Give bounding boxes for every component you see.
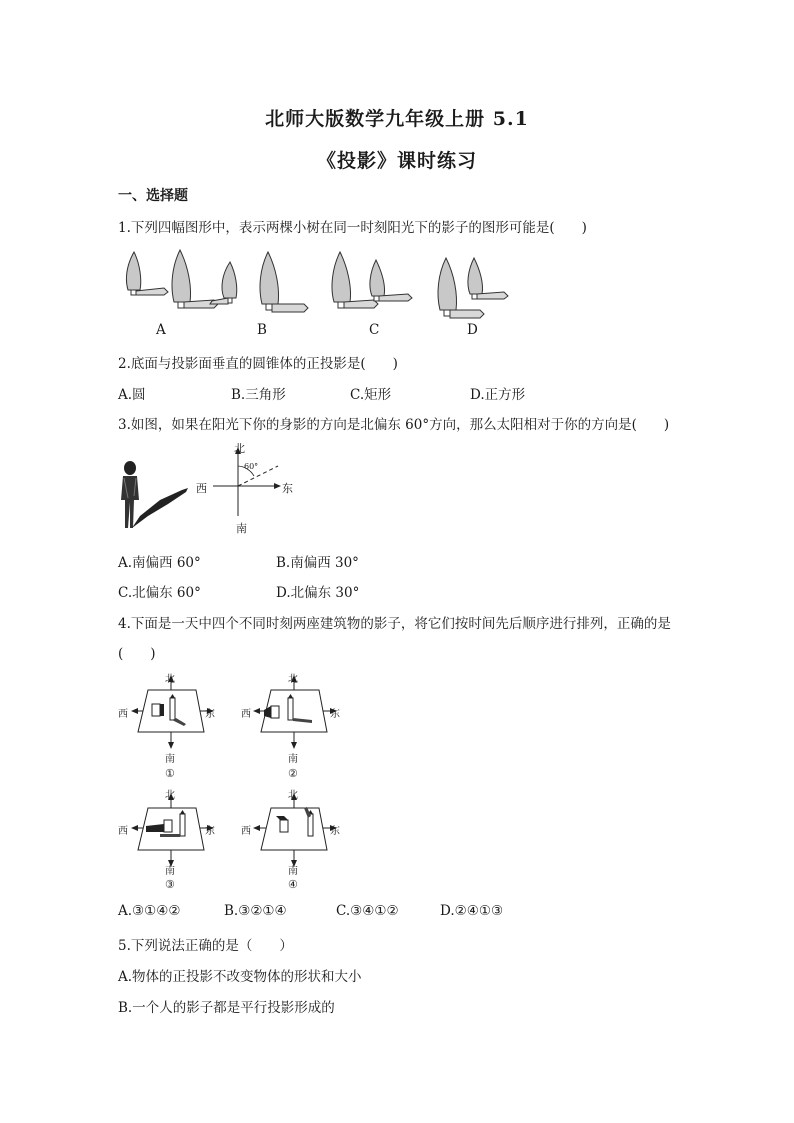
p3-west: 西 <box>118 826 128 837</box>
p3-south: 南 <box>165 866 175 877</box>
p2-north: 北 <box>288 674 298 685</box>
person-shadow <box>132 488 188 528</box>
panel-3 <box>131 793 214 867</box>
q3-compass-south: 南 <box>236 522 247 535</box>
panel-label-3: ③ <box>165 878 175 891</box>
question-2-text: 2.底面与投影面垂直的圆锥体的正投影是( ) <box>118 356 398 372</box>
p4-west: 西 <box>241 826 251 837</box>
p4-south: 南 <box>288 866 298 877</box>
figure-d <box>438 258 508 318</box>
compass-diagram <box>213 447 281 516</box>
q2-option-b: B.三角形 <box>231 387 286 403</box>
q3-compass-east: 东 <box>282 482 293 495</box>
p3-north: 北 <box>165 790 175 801</box>
q3-angle-label: 60° <box>244 462 259 471</box>
q4-option-d: D.②④①③ <box>440 903 504 919</box>
p2-west: 西 <box>241 709 251 720</box>
page-subtitle: 《投影》课时练习 <box>316 150 477 172</box>
figure-c <box>332 252 412 308</box>
q2-option-d: D.正方形 <box>470 387 526 403</box>
q3-compass-north: 北 <box>234 442 245 455</box>
p4-east: 东 <box>330 826 340 837</box>
q2-option-a: A.圆 <box>118 387 146 403</box>
p1-north: 北 <box>165 674 175 685</box>
q3-option-d: D.北偏东 30° <box>276 585 360 601</box>
figure-label-b: B <box>257 322 267 338</box>
figure-label-d: D <box>467 322 478 338</box>
panel-label-4: ④ <box>288 878 298 891</box>
panel-label-2: ② <box>288 767 298 780</box>
q3-option-b: B.南偏西 30° <box>276 555 359 571</box>
p1-east: 东 <box>205 709 215 720</box>
q4-option-a: A.③①④② <box>118 903 181 919</box>
p1-south: 南 <box>165 754 175 765</box>
question-3-text: 3.如图，如果在阳光下你的身影的方向是北偏东 60°方向，那么太阳相对于你的方向是( ) <box>118 417 670 433</box>
p2-east: 东 <box>330 709 340 720</box>
p2-south: 南 <box>288 754 298 765</box>
question-1-text: 1.下列四幅图形中，表示两棵小树在同一时刻阳光下的影子的图形可能是( ) <box>118 220 587 236</box>
p1-west: 西 <box>118 709 128 720</box>
q4-option-c: C.③④①② <box>336 903 399 919</box>
q3-option-a: A.南偏西 60° <box>118 555 201 571</box>
question-3-figure <box>118 438 298 533</box>
question-4-text-cont: ( ) <box>118 646 156 662</box>
q2-option-c: C.矩形 <box>350 387 392 403</box>
question-4-text: 4.下面是一天中四个不同时刻两座建筑物的影子，将它们按时间先后顺序进行排列，正确的是 <box>118 616 671 632</box>
question-5-text: 5.下列说法正确的是（ ） <box>118 938 293 954</box>
p4-north: 北 <box>288 790 298 801</box>
page-title: 北师大版数学九年级上册 5.1 <box>265 108 529 130</box>
question-1-figure <box>118 244 518 344</box>
q3-option-c: C.北偏东 60° <box>118 585 201 601</box>
question-4-figure <box>116 668 356 898</box>
figure-b <box>210 252 308 312</box>
panel-1 <box>131 675 214 749</box>
q3-compass-west: 西 <box>196 482 207 495</box>
q5-option-b: B.一个人的影子都是平行投影形成的 <box>118 1000 335 1016</box>
panel-label-1: ① <box>165 767 175 780</box>
panel-2 <box>253 675 337 749</box>
p3-east: 东 <box>205 826 215 837</box>
figure-label-c: C <box>369 322 380 338</box>
q5-option-a: A.物体的正投影不改变物体的形状和大小 <box>118 969 362 985</box>
figure-label-a: A <box>156 322 166 338</box>
panel-4 <box>253 793 337 867</box>
figure-a <box>126 250 218 308</box>
q4-option-b: B.③②①④ <box>224 903 287 919</box>
section-heading: 一、选择题 <box>118 188 188 204</box>
person-figure <box>121 461 139 528</box>
